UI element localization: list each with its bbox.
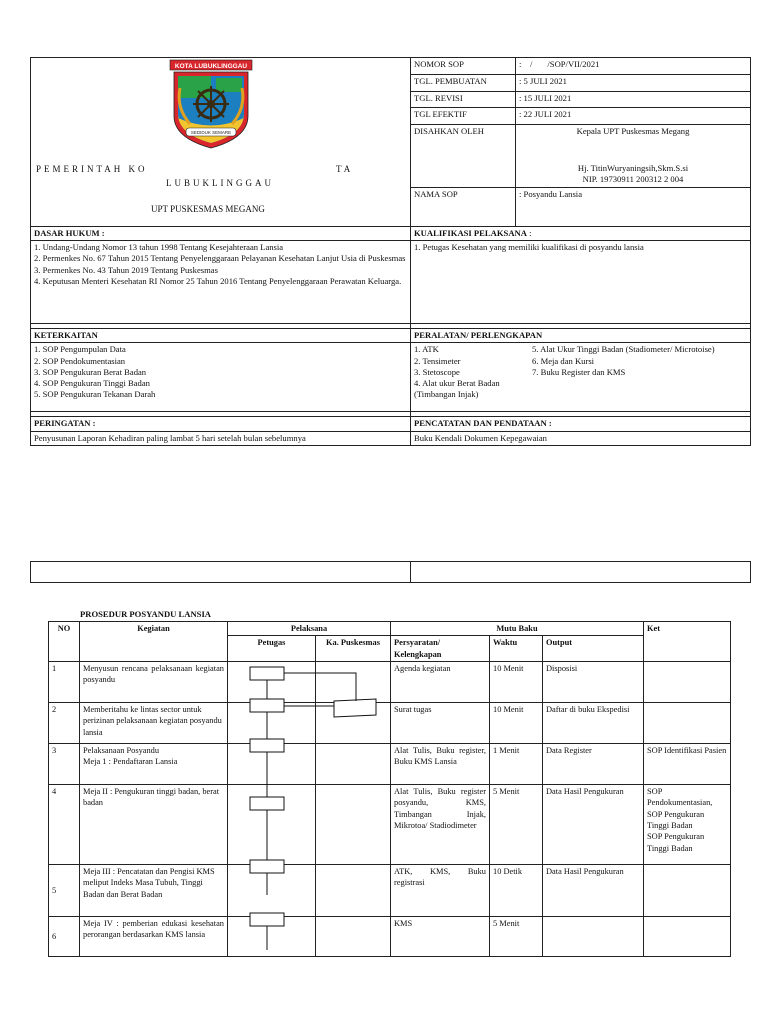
gov-line-1b: TA — [336, 164, 354, 174]
logo-text-bottom: SEDIDUK SEMARE — [190, 130, 232, 135]
row-persyaratan: Surat tugas — [391, 703, 490, 744]
row-petugas — [228, 662, 316, 703]
table-row — [49, 703, 731, 744]
table-row — [49, 785, 731, 865]
nomor-sop-label: NOMOR SOP — [411, 58, 516, 75]
row-kegiatan: Meja II : Pengukuran tinggi badan, berat badan — [80, 785, 228, 865]
row-ket — [644, 703, 731, 744]
nama-sop-label: NAMA SOP — [411, 188, 516, 227]
col-waktu: Waktu — [490, 636, 543, 662]
list-item: (Timbangan Injak) — [414, 389, 479, 400]
row-no: 1 — [49, 662, 80, 703]
row-persyaratan: Alat Tulis, Buku register posyandu, KMS, Timbangan Injak, Mikrotoa/ Stadiodimeter — [391, 785, 490, 865]
disahkan-name: Hj. TitinWuryaningsih,Skm.S.si — [577, 163, 689, 174]
list-item: 1. ATK — [414, 344, 439, 355]
gov-line-2: LUBUKLINGGAU — [166, 178, 274, 188]
tgl-pembuatan-label: TGL. PEMBUATAN — [411, 74, 516, 91]
prosedur-table — [48, 621, 731, 957]
peringatan-title: PERINGATAN : — [31, 417, 411, 431]
table-row — [49, 744, 731, 785]
tgl-revisi-label: TGL. REVISI — [411, 91, 516, 108]
city-emblem-logo — [156, 58, 266, 150]
nomor-sop-value: : / /SOP/VII/2021 — [516, 58, 751, 75]
row-ka-puskesmas — [316, 865, 391, 917]
row-persyaratan: KMS — [391, 917, 490, 957]
row-petugas — [228, 865, 316, 917]
row-persyaratan: Agenda kegiatan — [391, 662, 490, 703]
row-no: 6 — [49, 917, 80, 957]
peralatan-left — [414, 344, 532, 400]
col-no: NO — [49, 622, 80, 662]
list-item: 6. Meja dan Kursi — [532, 355, 595, 366]
row-waktu: 10 Menit — [490, 703, 543, 744]
gov-line-1a: PEMERINTAH KO — [36, 164, 148, 174]
list-item: 4. Keputusan Menteri Kesehatan RI Nomor 25 Tahun 2016 Tentang Penyelenggaraan Perawatan Keluarga. — [34, 275, 402, 286]
list-item: 1. Petugas Kesehatan yang memiliki kualifikasi di posyandu lansia — [414, 242, 644, 253]
kualifikasi-title-suffix: : — [526, 228, 532, 238]
institution-cell — [31, 58, 411, 227]
peralatan-list-cell — [411, 343, 751, 412]
row-output — [543, 917, 644, 957]
table-row — [49, 917, 731, 957]
row-ket: SOP Identifikasi Pasien — [644, 744, 731, 785]
table-row — [49, 662, 731, 703]
list-item: 2. Tensimeter — [414, 355, 461, 366]
row-persyaratan: ATK, KMS, Buku registrasi — [391, 865, 490, 917]
col-pelaksana: Pelaksana — [228, 622, 391, 636]
tgl-efektif-value: : 22 JULI 2021 — [516, 108, 751, 125]
row-petugas — [228, 703, 316, 744]
row-waktu: 5 Menit — [490, 785, 543, 865]
row-no: 3 — [49, 744, 80, 785]
row-persyaratan: Alat Tulis, Buku register, Buku KMS Lansia — [391, 744, 490, 785]
list-item: 4. Alat ukur Berat Badan — [414, 377, 500, 388]
kualifikasi-title-cell — [411, 227, 751, 241]
peralatan-right — [532, 344, 715, 400]
row-no: 2 — [49, 703, 80, 744]
col-persyaratan: Persyaratan/ Kelengkapan — [391, 636, 490, 662]
row-kegiatan: Menyusun rencana pelaksanaan kegiatan posyandu — [80, 662, 228, 703]
row-petugas — [228, 917, 316, 957]
row-ket — [644, 917, 731, 957]
gov-line-3: UPT PUSKESMAS MEGANG — [151, 204, 265, 214]
tgl-pembuatan-value: : 5 JULI 2021 — [516, 74, 751, 91]
row-output: Disposisi — [543, 662, 644, 703]
row-ka-puskesmas — [316, 662, 391, 703]
keterkaitan-title: KETERKAITAN — [31, 329, 411, 343]
row-output: Data Hasil Pengukuran — [543, 785, 644, 865]
kualifikasi-list-cell — [411, 241, 751, 324]
row-kegiatan: Meja III : Pencatatan dan Pengisi KMS meliput Indeks Masa Tubuh, Tinggi Badan dan Berat Badan — [80, 865, 228, 917]
dasar-hukum-list — [34, 242, 407, 287]
row-output: Data Register — [543, 744, 644, 785]
row-petugas — [228, 744, 316, 785]
prosedur-title: PROSEDUR POSYANDU LANSIA — [80, 609, 211, 619]
list-item: 4. SOP Pengukuran Tinggi Badan — [34, 377, 150, 388]
col-kegiatan: Kegiatan — [80, 622, 228, 662]
row-ka-puskesmas — [316, 744, 391, 785]
blank-strip — [30, 561, 751, 583]
row-kegiatan: Meja IV : pemberian edukasi kesehatan perorangan berdasarkan KMS lansia — [80, 917, 228, 957]
list-item: 3. Permenkes No. 43 Tahun 2019 Tentang Puskesmas — [34, 264, 218, 275]
row-ket: SOP Pendokumentasian, SOP Pengukuran Tinggi Badan SOP Pengukuran Tinggi Badan — [644, 785, 731, 865]
list-item: 3. SOP Pengukuran Berat Badan — [34, 366, 147, 377]
pencatatan-text: Buku Kendali Dokumen Kepegawaian — [411, 431, 751, 445]
peringatan-text: Penyusunan Laporan Kehadiran paling lambat 5 hari setelah bulan sebelumnya — [31, 431, 411, 445]
row-ket — [644, 865, 731, 917]
col-ket: Ket — [644, 622, 731, 662]
dasar-hukum-title: DASAR HUKUM : — [31, 227, 411, 241]
row-kegiatan: Memberitahu ke lintas sector untuk perizinan pelaksanaan kegiatan posyandu lansia — [80, 703, 228, 744]
row-waktu: 10 Menit — [490, 662, 543, 703]
row-ka-puskesmas — [316, 785, 391, 865]
col-petugas: Petugas — [228, 636, 316, 662]
list-item: 5. SOP Pengukuran Tekanan Darah — [34, 389, 156, 400]
row-kegiatan: Pelaksanaan Posyandu Meja 1 : Pendaftaran Lansia — [80, 744, 228, 785]
peralatan-title: PERALATAN/ PERLENGKAPAN — [411, 329, 751, 343]
list-item: 5. Alat Ukur Tinggi Badan (Stadiometer/ Microtoise) — [532, 344, 715, 355]
row-ka-puskesmas — [316, 917, 391, 957]
pencatatan-title: PENCATATAN DAN PENDATAAN : — [411, 417, 751, 431]
kualifikasi-title: KUALIFIKASI PELAKSANA — [414, 228, 527, 238]
row-no: 4 — [49, 785, 80, 865]
col-output: Output — [543, 636, 644, 662]
list-item: 7. Buku Register dan KMS — [532, 366, 626, 377]
table-row — [49, 865, 731, 917]
row-output: Daftar di buku Ekspedisi — [543, 703, 644, 744]
disahkan-nip: NIP. 19730911 200312 2 004 — [582, 174, 684, 185]
row-output: Data Hasil Pengukuran — [543, 865, 644, 917]
row-waktu: 5 Menit — [490, 917, 543, 957]
row-ket — [644, 662, 731, 703]
row-waktu: 1 Menit — [490, 744, 543, 785]
tgl-revisi-value: : 15 JULI 2021 — [516, 91, 751, 108]
col-mutu-baku: Mutu Baku — [391, 622, 644, 636]
list-item: 2. SOP Pendokumentasian — [34, 355, 126, 366]
row-no: 5 — [49, 865, 80, 917]
row-waktu: 10 Detik — [490, 865, 543, 917]
logo-text-top: KOTA LUBUKLINGGAU — [174, 63, 248, 70]
col-ka-puskesmas: Ka. Puskesmas — [316, 636, 391, 662]
row-ka-puskesmas — [316, 703, 391, 744]
row-petugas — [228, 785, 316, 865]
dasar-hukum-list-cell — [31, 241, 411, 324]
tgl-efektif-label: TGL EFEKTIF — [411, 108, 516, 125]
list-item: 1. Undang-Undang Nomor 13 tahun 1998 Tentang Kesejahteraan Lansia — [34, 242, 284, 253]
list-item: 2. Permenkes No. 67 Tahun 2015 Tentang Penyelenggaraan Pelayanan Kesehatan Lanjut Usia di Puskesmas — [34, 253, 406, 264]
list-item: 3. Stetoscope — [414, 366, 460, 377]
list-item: 1. SOP Pengumpulan Data — [34, 344, 126, 355]
disahkan-cell — [516, 125, 751, 188]
keterkaitan-list-cell — [31, 343, 411, 412]
disahkan-label: DISAHKAN OLEH — [411, 125, 516, 188]
disahkan-title: Kepala UPT Puskesmas Megang — [576, 126, 690, 136]
sop-table — [30, 57, 751, 446]
nama-sop-value: : Posyandu Lansia — [516, 188, 751, 227]
